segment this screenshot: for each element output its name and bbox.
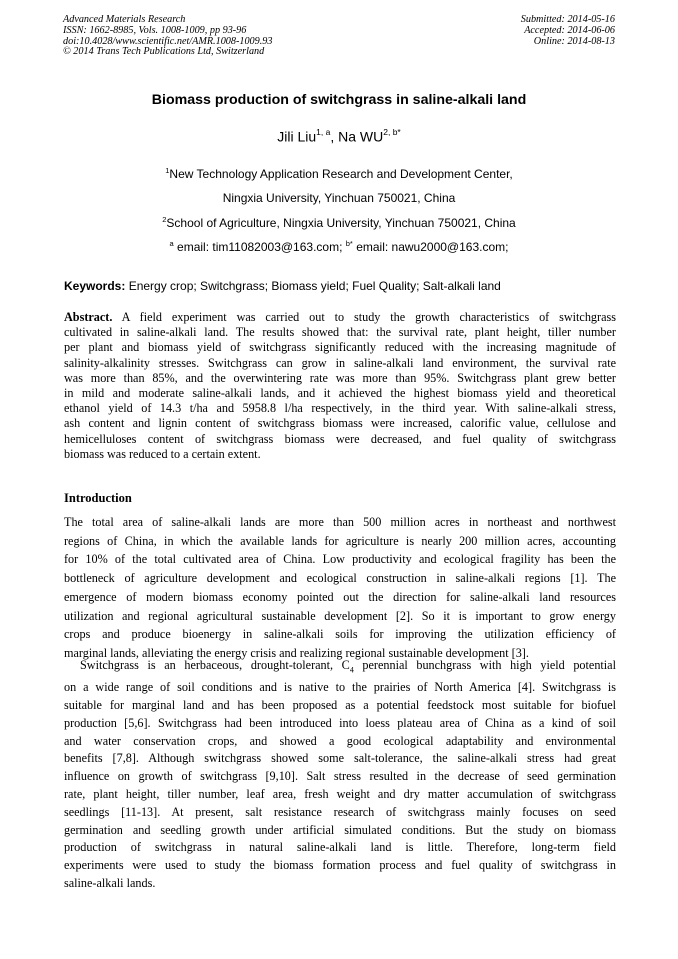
abstract-line: salinity-alkalinity stresses. Switchgrass can grow in saline-alkali land environment, the survival rate (64, 355, 616, 370)
intro-paragraph-2 (64, 657, 616, 893)
keywords-label: Keywords: (64, 279, 126, 293)
email-a-sup: a (169, 239, 174, 248)
intro-line: rate, plant height, tiller number, leaf area, fresh weight and dry matter accumulation of switchgrass (64, 787, 616, 802)
affiliation-1-text: New Technology Application Research and Development Center, (169, 167, 513, 181)
affiliation-2 (0, 215, 678, 230)
intro-line: bottleneck of agriculture development and ecological construction in saline-alkali regions [1]. The (64, 571, 616, 586)
journal-issn: ISSN: 1662-8985, Vols. 1008-1009, pp 93-96 (63, 24, 247, 36)
intro-line: saline-alkali lands. (64, 876, 156, 890)
date-submitted: Submitted: 2014-05-16 (520, 14, 615, 25)
intro-line: and water conservation crops, and showed a good ecological adaptability and environmental (64, 733, 616, 748)
intro-line: crops and produce bioenergy in saline-alkali soils for improving the utilization efficiency of (64, 627, 616, 642)
abstract-line: ethanol yield of 14.3 t/ha and 5958.8 l/ha respectively, in the third year. With saline-alkali stress, (64, 401, 616, 416)
journal-info (63, 15, 272, 58)
abstract (64, 310, 616, 462)
abstract-line: per plant and biomass yield of switchgrass significantly reduced with the increasing magnitude of (64, 340, 616, 355)
intro-line: suitable for marginal land and has been proposed as a potential feedstock most suitable for biofuel (64, 698, 616, 713)
email-a: email: tim11082003@163.com; (173, 240, 346, 254)
journal-name: Advanced Materials Research (63, 14, 186, 25)
intro-paragraph-1 (64, 513, 616, 663)
intro-line: production [5,6]. Switchgrass had been introduced into loess plateau area of China as a kind of soil (64, 715, 616, 730)
intro-line: production of switchgrass in natural saline-alkali land is little. Therefore, long-term field (64, 840, 616, 855)
abstract-line: in mild and moderate saline-alkali lands, and it achieved the highest biomass yield and theoretical (64, 386, 616, 401)
abstract-line: biomass was reduced to a certain extent. (64, 446, 261, 461)
journal-doi: doi:10.4028/www.scientific.net/AMR.1008-1009.93 (63, 35, 273, 47)
abstract-line: cultivated in saline-alkali land. The results showed that: the survival rate, plant height, tiller number (64, 325, 616, 340)
abstract-line: was more than 85%, and the overwintering rate was more than 95%. Switchgrass plant grew better (64, 370, 616, 385)
affiliation-2-sup: 2 (162, 215, 167, 224)
author-1: Jili Liu (277, 128, 317, 145)
section-heading-introduction: Introduction (64, 491, 132, 505)
intro-line: influence on growth of switchgrass [9,10]. Salt stress resulted in the decrease of seed germination (64, 769, 616, 784)
abstract-line: ash content and lignin content of switchgrass biomass were increased, calorific value, cellulose and (64, 416, 616, 431)
email-b: email: nawu2000@163.com; (352, 240, 509, 254)
author-1-sup: 1, a (316, 127, 331, 137)
date-online: Online: 2014-08-13 (533, 35, 615, 47)
paper-title: Biomass production of switchgrass in saline-alkali land (151, 92, 527, 108)
intro-line: for 10% of the total cultivated area of China. Low productivity and ecological fragility has been the (64, 552, 616, 567)
author-2-sup: 2, b* (383, 127, 401, 137)
abstract-label: Abstract. (64, 310, 113, 324)
affiliation-1-sup: 1 (165, 166, 170, 175)
intro-line: experiments were used to study the biomass formation process and fuel quality of switchgrass in (64, 858, 616, 873)
keywords (64, 279, 616, 293)
intro-line: on a wide range of soil conditions and is native to the prairies of North America [4]. Switchgrass is (64, 680, 616, 695)
subscript-4: 4 (349, 665, 354, 675)
intro-line: utilization and regional agricultural sustainable development [2]. So it is important to grow energy (64, 608, 616, 623)
keywords-text: Energy crop; Switchgrass; Biomass yield; Fuel Quality; Salt-alkali land (125, 279, 501, 293)
abstract-line: hemicelluloses content of switchgrass biomass were decreased, and fuel quality of switchgrass (64, 431, 616, 446)
abstract-line: Abstract. A field experiment was carried out to study the growth characteristics of switchgrass (64, 310, 616, 324)
author-separator: , (330, 128, 339, 145)
affiliation-1-line-2: Ningxia University, Yinchuan 750021, China (222, 191, 456, 205)
author-2: Na WU (338, 128, 384, 145)
publication-dates (521, 15, 615, 47)
intro-line: regions of China, in which the available lands for agriculture is nearly 200 million acres, accounting (64, 533, 616, 548)
intro-line: seedlings [11-13]. At present, salt resistance research of switchgrass mainly focuses on seed (64, 804, 616, 819)
email-line (0, 239, 678, 254)
affiliation-1-line-1 (0, 166, 678, 181)
affiliation-2-text: School of Agriculture, Ningxia University, Yinchuan 750021, China (166, 216, 516, 230)
intro-line: benefits [7,8]. Although switchgrass showed some salt-tolerance, the saline-alkali stress had great (64, 751, 616, 766)
journal-copyright: © 2014 Trans Tech Publications Ltd, Switzerland (63, 46, 265, 58)
intro-line: marginal lands, alleviating the energy crisis and realizing regional sustainable development [3]. (64, 645, 529, 660)
date-accepted: Accepted: 2014-06-06 (524, 24, 615, 36)
intro-line: The total area of saline-alkali lands are more than 500 million acres in northeast and northwest (64, 515, 616, 529)
intro-line: Switchgrass is an herbaceous, drought-tolerant, $C_4$ perennial bunchgrass with high yield potential (80, 658, 616, 675)
intro-line: germination and seedling growth under artificial simulated conditions. But the study on biomass (64, 822, 616, 837)
intro-line: emergence of modern biomass economy pointed out the direction for saline-alkali land resources (64, 589, 616, 604)
author-line (0, 128, 678, 145)
email-b-sup: b* (345, 239, 353, 248)
